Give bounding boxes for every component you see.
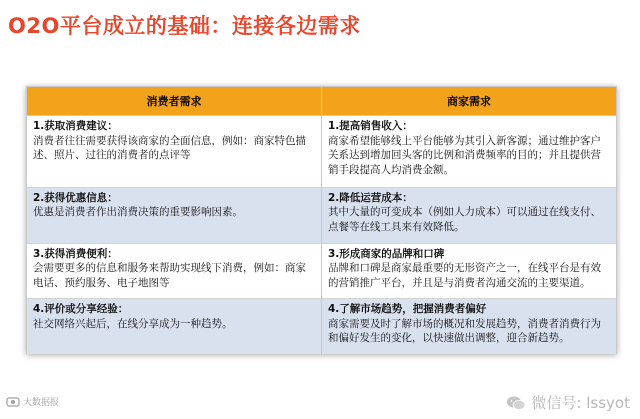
cell-heading: 3.形成商家的品牌和口碑 xyxy=(328,247,445,260)
table-row xyxy=(27,243,617,299)
table-row xyxy=(27,299,617,354)
column-header-merchant: 商家需求 xyxy=(322,87,617,116)
cell-text: 商家希望能够线上平台能够为其引入新客源；通过维护客户关系达到增加回头客的比例和消费频率的目的；并且提供营销手段提高人均消费金额。 xyxy=(328,134,601,176)
source-watermark xyxy=(6,395,59,408)
cell-text: 优惠是消费者作出消费决策的重要影响因素。 xyxy=(33,206,243,219)
merchant-cell xyxy=(322,187,617,243)
cell-heading: 3.获得消费便利： xyxy=(33,247,118,260)
cell-text: 商家需要及时了解市场的概况和发展趋势，消费者消费行为和偏好发生的变化，以快速做出调整，迎合新趋势。 xyxy=(328,317,601,345)
requirements-table-card xyxy=(26,86,617,354)
table-row xyxy=(27,116,617,188)
table-row xyxy=(27,187,617,243)
source-text: 大数据报 xyxy=(23,398,60,408)
merchant-cell xyxy=(322,243,617,299)
wechat-icon xyxy=(506,395,526,411)
cell-heading: 2.获得优惠信息： xyxy=(33,191,118,204)
cell-heading: 2.降低运营成本： xyxy=(328,191,413,204)
cell-heading: 4.了解市场趋势，把握消费者偏好 xyxy=(328,303,487,316)
requirements-table xyxy=(26,86,617,354)
consumer-cell xyxy=(27,299,322,354)
cell-text: 其中大量的可变成本（例如人力成本）可以通过在线支付、点餐等在线工具来有效降低。 xyxy=(328,206,601,233)
wechat-id-text: 微信号: lssyot xyxy=(531,394,630,412)
cell-text: 消费者往往需要获得该商家的全面信息，例如：商家特色描述、照片、过往的消费者的点评等 xyxy=(33,134,306,161)
merchant-cell xyxy=(322,299,617,354)
cell-heading: 4.评价或分享经验： xyxy=(33,303,129,316)
cell-text: 会需要更多的信息和服务来帮助实现线下消费，例如：商家电话、预约服务、电子地图等 xyxy=(33,262,306,289)
cell-heading: 1.获取消费建议： xyxy=(33,120,118,132)
cell-text: 品牌和口碑是商家最重要的无形资产之一，在线平台是有效的营销推广平台，并且是与消费者沟通交流的主要渠道。 xyxy=(328,262,601,289)
consumer-cell xyxy=(27,116,322,188)
consumer-cell xyxy=(27,243,322,299)
column-header-consumer: 消费者需求 xyxy=(27,87,322,116)
cell-heading: 1.提高销售收入： xyxy=(328,120,413,132)
table-header-row xyxy=(27,87,617,116)
cell-text: 社交网络兴起后，在线分享成为一种趋势。 xyxy=(33,317,233,330)
page-title: O2O平台成立的基础：连接各边需求 xyxy=(8,14,361,38)
logo-icon xyxy=(6,396,20,408)
consumer-cell xyxy=(27,187,322,243)
wechat-watermark xyxy=(506,392,630,413)
merchant-cell xyxy=(322,116,617,188)
